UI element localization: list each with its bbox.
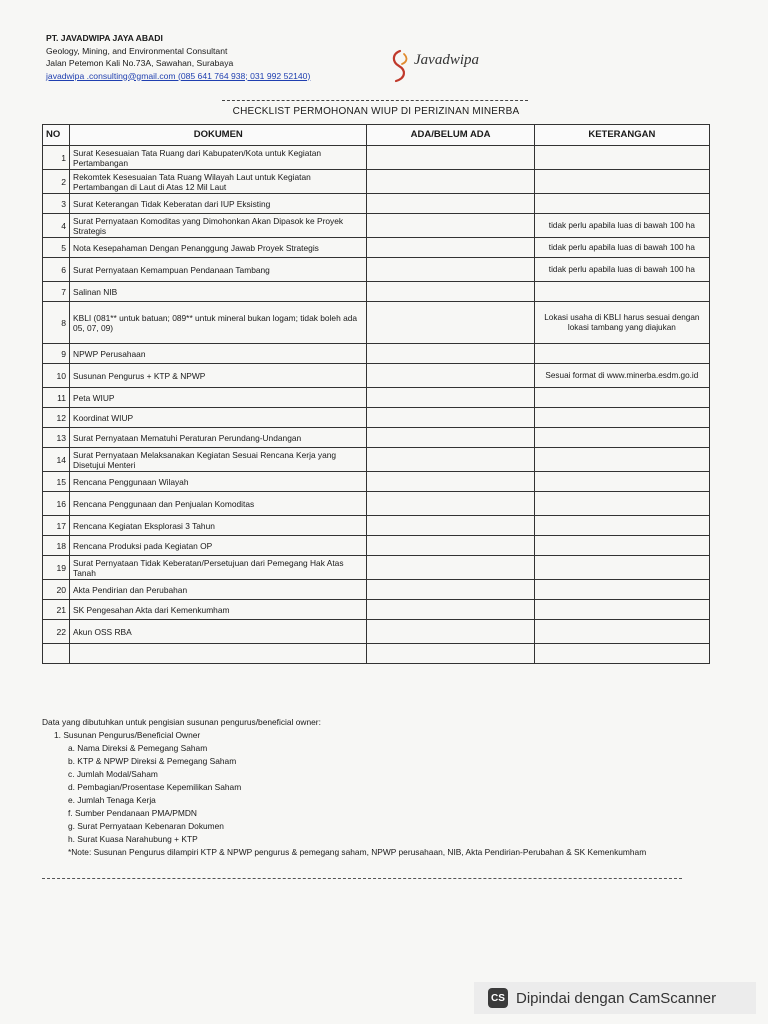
header-no: NO [43,125,70,146]
row-document: Surat Kesesuaian Tata Ruang dari Kabupaten/Kota untuk Kegiatan Pertambangan [70,146,367,170]
company-tagline: Geology, Mining, and Environmental Consultant [46,45,228,56]
table-row [43,448,710,472]
row-document: Salinan NIB [70,282,367,302]
notes-title: Data yang dibutuhkan untuk pengisian susunan pengurus/beneficial owner: [42,717,321,727]
table-row [43,258,710,282]
notes-sub-list [68,742,682,846]
empty-cell [367,644,534,664]
header-dokumen: DOKUMEN [70,125,367,146]
row-keterangan [534,428,709,448]
row-number: 16 [43,492,70,516]
notes-footnote: *Note: Susunan Pengurus dilampiri KTP & NPWP pengurus & pemegang saham, NPWP perusahaan, NIB, Akta Pendirian-Perubahan & SK Kemenkumham [68,847,647,857]
row-number: 9 [43,344,70,364]
row-status-cell[interactable] [367,194,534,214]
table-row [43,408,710,428]
row-status-cell[interactable] [367,472,534,492]
table-row [43,146,710,170]
table-row [43,170,710,194]
row-keterangan [534,282,709,302]
row-keterangan: tidak perlu apabila luas di bawah 100 ha [534,238,709,258]
row-number: 19 [43,556,70,580]
row-status-cell[interactable] [367,580,534,600]
row-keterangan [534,472,709,492]
row-document: Surat Pernyataan Komoditas yang Dimohonkan Akan Dipasok ke Proyek Strategis [70,214,367,238]
notes-sub-item: f. Sumber Pendanaan PMA/PMDN [68,808,197,818]
row-status-cell[interactable] [367,282,534,302]
notes-sub-item: h. Surat Kuasa Narahubung + KTP [68,834,198,844]
bottom-dashed-rule [42,878,682,879]
row-keterangan [534,194,709,214]
checklist-body [43,146,710,664]
row-status-cell[interactable] [367,556,534,580]
table-row [43,472,710,492]
row-document: Surat Keterangan Tidak Keberatan dari IUP Eksisting [70,194,367,214]
table-row [43,364,710,388]
row-document: Peta WIUP [70,388,367,408]
row-number: 2 [43,170,70,194]
row-number: 18 [43,536,70,556]
row-keterangan [534,492,709,516]
table-row [43,428,710,448]
table-row [43,238,710,258]
row-status-cell[interactable] [367,364,534,388]
row-keterangan: Lokasi usaha di KBLI harus sesuai dengan lokasi tambang yang diajukan [534,302,709,344]
table-row [43,580,710,600]
table-row [43,600,710,620]
row-status-cell[interactable] [367,344,534,364]
empty-cell [70,644,367,664]
row-status-cell[interactable] [367,448,534,472]
javadwipa-logo-icon [386,48,412,84]
company-name: PT. JAVADWIPA JAYA ABADI [46,33,163,43]
table-row [43,214,710,238]
row-keterangan: tidak perlu apabila luas di bawah 100 ha [534,258,709,282]
row-document: Akun OSS RBA [70,620,367,644]
table-header-row [43,125,710,146]
row-status-cell[interactable] [367,408,534,428]
row-keterangan [534,580,709,600]
notes-list [42,729,682,859]
row-status-cell[interactable] [367,170,534,194]
row-number: 22 [43,620,70,644]
notes-main-number: 1. [54,730,61,740]
notes-main-label: Susunan Pengurus/Beneficial Owner [63,730,201,740]
row-document: Surat Pernyataan Tidak Keberatan/Persetujuan dari Pemegang Hak Atas Tanah [70,556,367,580]
logo-text: Javadwipa [414,52,479,68]
row-status-cell[interactable] [367,388,534,408]
row-number: 12 [43,408,70,428]
empty-cell [534,644,709,664]
row-document: Rencana Penggunaan dan Penjualan Komoditas [70,492,367,516]
row-status-cell[interactable] [367,258,534,282]
table-row [43,388,710,408]
row-document: Rencana Penggunaan Wilayah [70,472,367,492]
row-number: 21 [43,600,70,620]
row-number: 20 [43,580,70,600]
row-keterangan [534,448,709,472]
row-keterangan [534,388,709,408]
row-status-cell[interactable] [367,620,534,644]
row-keterangan: tidak perlu apabila luas di bawah 100 ha [534,214,709,238]
table-row [43,536,710,556]
row-document: Akta Pendirian dan Perubahan [70,580,367,600]
notes-sub-item: a. Nama Direksi & Pemegang Saham [68,743,208,753]
row-number: 4 [43,214,70,238]
table-row-empty [43,644,710,664]
company-logo [386,48,526,84]
row-status-cell[interactable] [367,238,534,258]
notes-main-item [54,729,682,742]
row-number: 5 [43,238,70,258]
row-document: Surat Pernyataan Mematuhi Peraturan Perundang-Undangan [70,428,367,448]
row-document: Koordinat WIUP [70,408,367,428]
company-address: Jalan Petemon Kali No.73A, Sawahan, Surabaya [46,58,234,68]
row-document: NPWP Perusahaan [70,344,367,364]
row-status-cell[interactable] [367,492,534,516]
notes-sub-item: d. Pembagian/Prosentase Kepemilikan Saham [68,782,242,792]
notes-sub-item: e. Jumlah Tenaga Kerja [68,795,156,805]
table-row [43,194,710,214]
row-number: 11 [43,388,70,408]
camscanner-text: Dipindai dengan CamScanner [516,989,717,1007]
row-status-cell[interactable] [367,302,534,344]
row-document: Susunan Pengurus + KTP & NPWP [70,364,367,388]
row-number: 17 [43,516,70,536]
company-header [46,32,356,82]
header-ada-belum-ada: ADA/BELUM ADA [367,125,534,146]
header-keterangan: KETERANGAN [534,125,709,146]
row-document: Nota Kesepahaman Dengan Penanggung Jawab Proyek Strategis [70,238,367,258]
row-keterangan [534,536,709,556]
table-row [43,282,710,302]
camscanner-watermark [474,982,756,1014]
row-number: 15 [43,472,70,492]
row-status-cell[interactable] [367,600,534,620]
row-document: SK Pengesahan Akta dari Kemenkumham [70,600,367,620]
table-row [43,556,710,580]
row-status-cell[interactable] [367,214,534,238]
row-keterangan [534,146,709,170]
notes-section [42,716,682,859]
row-number: 14 [43,448,70,472]
row-keterangan [534,600,709,620]
row-keterangan [534,516,709,536]
row-status-cell[interactable] [367,516,534,536]
document-title: CHECKLIST PERMOHONAN WIUP DI PERIZINAN MINERBA [232,106,520,117]
row-document: Rencana Kegiatan Eksplorasi 3 Tahun [70,516,367,536]
title-divider [222,100,528,101]
row-number: 13 [43,428,70,448]
row-keterangan: Sesuai format di www.minerba.esdm.go.id [534,364,709,388]
row-number: 3 [43,194,70,214]
empty-cell [43,644,70,664]
row-status-cell[interactable] [367,146,534,170]
row-keterangan [534,344,709,364]
row-document: Rencana Produksi pada Kegiatan OP [70,536,367,556]
row-status-cell[interactable] [367,536,534,556]
table-row [43,302,710,344]
row-document: Surat Pernyataan Melaksanakan Kegiatan Sesuai Rencana Kerja yang Disetujui Menteri [70,448,367,472]
company-contact-link[interactable]: javadwipa .consulting@gmail.com (085 641 764 938; 031 992 52140) [46,70,311,81]
table-row [43,620,710,644]
row-keterangan [534,556,709,580]
notes-sub-item: b. KTP & NPWP Direksi & Pemegang Saham [68,756,237,766]
notes-sub-item: g. Surat Pernyataan Kebenaran Dokumen [68,821,224,831]
notes-sub-item: c. Jumlah Modal/Saham [68,769,158,779]
table-row [43,344,710,364]
row-keterangan [534,408,709,428]
row-document: Surat Pernyataan Kemampuan Pendanaan Tambang [70,258,367,282]
camscanner-icon: CS [488,988,508,1008]
row-status-cell[interactable] [367,428,534,448]
row-document: KBLI (081** untuk batuan; 089** untuk mineral bukan logam; tidak boleh ada 05, 07, 09) [70,302,367,344]
row-number: 7 [43,282,70,302]
row-number: 10 [43,364,70,388]
row-number: 8 [43,302,70,344]
row-number: 6 [43,258,70,282]
table-row [43,492,710,516]
checklist-table [42,124,710,664]
row-document: Rekomtek Kesesuaian Tata Ruang Wilayah Laut untuk Kegiatan Pertambangan di Laut di Atas 12 Mil Laut [70,170,367,194]
row-keterangan [534,170,709,194]
row-number: 1 [43,146,70,170]
table-row [43,516,710,536]
row-keterangan [534,620,709,644]
